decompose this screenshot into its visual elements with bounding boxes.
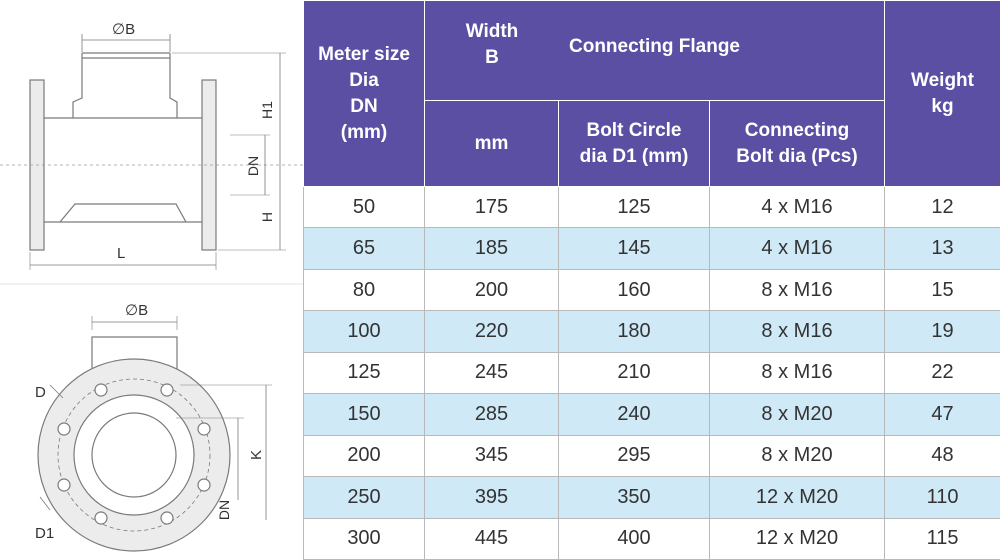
cell-bolt-dia: 12 x M20 bbox=[710, 477, 885, 518]
cell-width: 175 bbox=[425, 187, 559, 228]
cell-bolt-dia: 8 x M16 bbox=[710, 352, 885, 393]
header-connecting-bolt: Connecting Bolt dia (Pcs) bbox=[710, 101, 885, 187]
cell-width: 220 bbox=[425, 311, 559, 352]
end-d-label: D bbox=[35, 384, 46, 401]
side-h1-label: H1 bbox=[259, 101, 275, 119]
cell-bolt-dia: 8 x M20 bbox=[710, 435, 885, 476]
cell-width: 285 bbox=[425, 394, 559, 435]
table-row bbox=[304, 435, 1000, 476]
header-mm: mm bbox=[425, 101, 559, 187]
cell-weight: 13 bbox=[885, 228, 1000, 269]
cell-width: 395 bbox=[425, 477, 559, 518]
cell-dn: 150 bbox=[304, 394, 425, 435]
table-row bbox=[304, 394, 1000, 435]
cell-dn: 250 bbox=[304, 477, 425, 518]
table-row bbox=[304, 352, 1000, 393]
cell-bolt-circle: 400 bbox=[559, 518, 710, 560]
cell-width: 245 bbox=[425, 352, 559, 393]
cell-bolt-circle: 160 bbox=[559, 269, 710, 310]
end-view-drawing bbox=[38, 316, 272, 551]
cell-dn: 65 bbox=[304, 228, 425, 269]
cell-bolt-dia: 12 x M20 bbox=[710, 518, 885, 560]
cell-dn: 125 bbox=[304, 352, 425, 393]
header-bolt-circle: Bolt Circle dia D1 (mm) bbox=[559, 101, 710, 187]
header-connecting-flange: Connecting Flange bbox=[569, 36, 740, 57]
table-row bbox=[304, 311, 1000, 352]
cell-width: 445 bbox=[425, 518, 559, 560]
side-h-label: H bbox=[259, 211, 275, 223]
cell-weight: 22 bbox=[885, 352, 1000, 393]
side-diameter-label: ∅B bbox=[112, 21, 136, 38]
cell-weight: 110 bbox=[885, 477, 1000, 518]
header-weight: Weight kg bbox=[885, 1, 1000, 187]
cell-dn: 80 bbox=[304, 269, 425, 310]
cell-dn: 100 bbox=[304, 311, 425, 352]
table-row bbox=[304, 477, 1000, 518]
cell-weight: 12 bbox=[885, 187, 1000, 228]
cell-bolt-circle: 295 bbox=[559, 435, 710, 476]
header-width-connecting-flange bbox=[425, 1, 885, 101]
end-diameter-label: ∅B bbox=[125, 302, 149, 319]
cell-bolt-circle: 240 bbox=[559, 394, 710, 435]
cell-bolt-dia: 4 x M16 bbox=[710, 228, 885, 269]
cell-weight: 15 bbox=[885, 269, 1000, 310]
technical-drawings bbox=[0, 0, 303, 560]
cell-bolt-circle: 210 bbox=[559, 352, 710, 393]
table-body bbox=[304, 187, 1000, 560]
cell-weight: 48 bbox=[885, 435, 1000, 476]
cell-bolt-circle: 145 bbox=[559, 228, 710, 269]
cell-dn: 200 bbox=[304, 435, 425, 476]
cell-bolt-circle: 180 bbox=[559, 311, 710, 352]
side-l-label: L bbox=[117, 245, 126, 262]
cell-bolt-circle: 125 bbox=[559, 187, 710, 228]
meter-drawing-svg bbox=[0, 0, 303, 560]
table-row bbox=[304, 228, 1000, 269]
cell-bolt-dia: 8 x M16 bbox=[710, 269, 885, 310]
cell-bolt-dia: 8 x M16 bbox=[710, 311, 885, 352]
cell-bolt-dia: 8 x M20 bbox=[710, 394, 885, 435]
cell-dn: 300 bbox=[304, 518, 425, 560]
cell-weight: 115 bbox=[885, 518, 1000, 560]
cell-width: 345 bbox=[425, 435, 559, 476]
side-view-drawing bbox=[0, 34, 303, 270]
table-row bbox=[304, 269, 1000, 310]
cell-dn: 50 bbox=[304, 187, 425, 228]
cell-width: 200 bbox=[425, 269, 559, 310]
end-k-label: K bbox=[248, 449, 265, 461]
cell-weight: 19 bbox=[885, 311, 1000, 352]
header-meter-size: Meter size Dia DN (mm) bbox=[304, 1, 425, 187]
cell-bolt-dia: 4 x M16 bbox=[710, 187, 885, 228]
table-row bbox=[304, 518, 1000, 560]
cell-weight: 47 bbox=[885, 394, 1000, 435]
end-dn-label: DN bbox=[216, 499, 232, 521]
header-width: Width B bbox=[465, 21, 519, 68]
specifications-table bbox=[303, 0, 1000, 560]
table-row bbox=[304, 187, 1000, 228]
cell-width: 185 bbox=[425, 228, 559, 269]
end-d1-label: D1 bbox=[35, 525, 55, 542]
side-dn-label: DN bbox=[245, 155, 261, 177]
cell-bolt-circle: 350 bbox=[559, 477, 710, 518]
